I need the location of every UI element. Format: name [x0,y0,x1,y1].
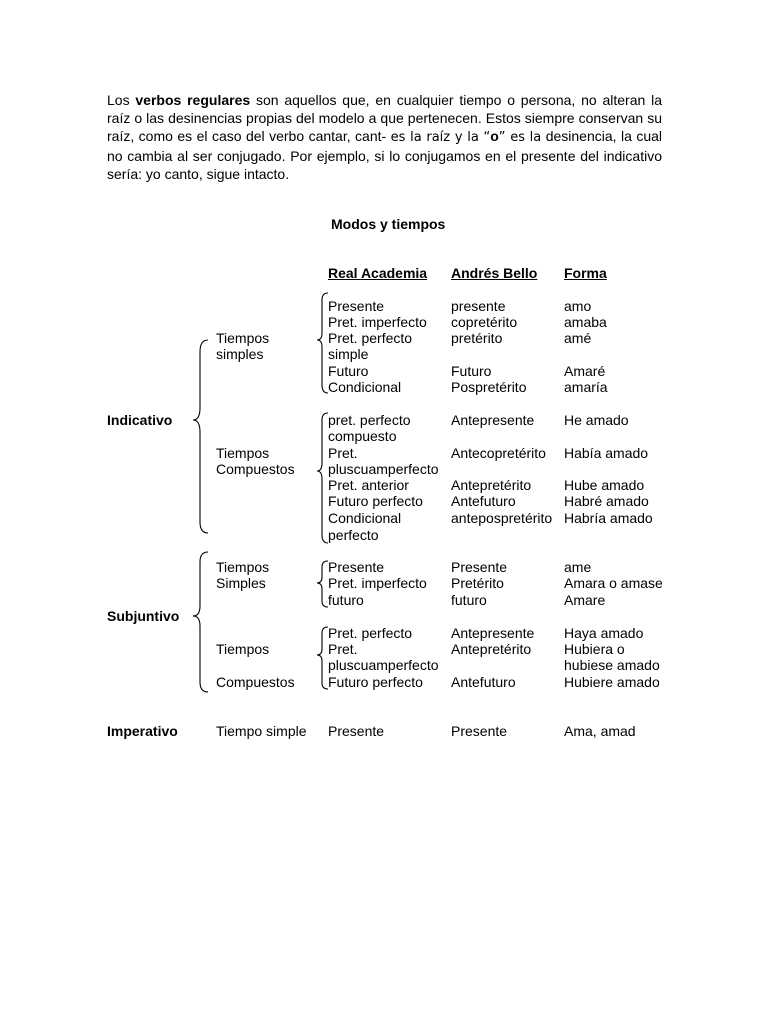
cell-ra: compuesto [328,428,397,444]
intro-alt-text-1: es la raíz y la “ [390,130,491,145]
group-sub-simple-line2: Simples [216,575,266,591]
cell-ab: Antecopretérito [451,445,546,461]
intro-text-3: desinencia, la cual no cambia al ser conjugado. Por ejemplo, si lo conjugamos en el presente del indicativo sería: yo canto, sigue intacto. [107,128,663,182]
group-ind-comp-line2: Compuestos [216,461,295,477]
cell-ra: futuro [328,592,364,608]
group-sub-comp-line2: Compuestos [216,674,295,690]
cell-forma: amé [564,330,592,346]
header-andres-bello: Andrés Bello [451,265,538,281]
cell-ra: Pret. [328,445,358,461]
cell-ab: Antepresente [451,625,535,641]
group-sub-simple-line1: Tiempos [216,559,270,575]
cell-ra: Pret. perfecto [328,330,413,346]
cell-ab: Presente [451,559,508,575]
intro-bold-term: verbos regulares [135,92,251,108]
intro-bold-o: o [490,128,499,144]
cell-ab: Presente [451,723,508,739]
intro-text-2: son aquellos que, en cualquier tiempo o persona, no alteran la raíz o las desinencias propias del modelo a que pertenecen. Estos siempre conservan su raíz, como es el caso del verbo cantar, cant- [107,92,662,144]
cell-ra: Pret. imperfecto [328,575,427,591]
cell-forma: amaba [564,314,607,330]
group-ind-comp-line1: Tiempos [216,445,270,461]
group-ind-simple-line2: simples [216,346,264,362]
cell-ra: Futuro perfecto [328,493,423,509]
cell-forma: Amaré [564,363,606,379]
cell-ab: Pospretérito [451,379,527,395]
brace-sub-simple [317,561,328,607]
cell-ab: pretérito [451,330,503,346]
cell-ra: Pret. [328,641,358,657]
cell-forma: Habría amado [564,510,653,526]
cell-ra: Presente [328,723,385,739]
brace-ind-comp [317,413,328,543]
cell-ra: Presente [328,559,385,575]
header-real-academia: Real Academia [328,265,428,281]
cell-ab: presente [451,298,506,314]
cell-ra: pret. perfecto [328,412,411,428]
cell-forma: Ama, amad [564,723,636,739]
intro-text-1: Los [107,92,136,108]
cell-ra: pluscuamperfecto [328,461,439,477]
group-imp: Tiempo simple [216,723,307,739]
cell-forma: amo [564,298,592,314]
cell-forma: Amare [564,592,606,608]
cell-ra: Futuro perfecto [328,674,423,690]
cell-forma: Amara o amase [564,575,663,591]
cell-forma: Había amado [564,445,649,461]
brace-subjuntivo [193,552,208,692]
cell-ra: Futuro [328,363,369,379]
cell-ra: Pret. imperfecto [328,314,427,330]
cell-forma: amaría [564,379,608,395]
cell-forma: Hube amado [564,477,645,493]
cell-ab: antepospretérito [451,510,553,526]
group-ind-simple-line1: Tiempos [216,330,270,346]
cell-ra: simple [328,346,369,362]
cell-ab: Antefuturo [451,674,516,690]
cell-forma: ame [564,559,592,575]
brace-sub-comp [317,627,328,689]
cell-ra: Condicional [328,510,402,526]
cell-ra: pluscuamperfecto [328,657,439,673]
cell-ab: Antepretérito [451,477,532,493]
brace-ind-simple [317,293,328,393]
table-title: Modos y tiempos [331,216,446,232]
cell-ab: copretérito [451,314,518,330]
intro-alt-text-2: ” es la [498,130,542,145]
cell-ab: Antefuturo [451,493,516,509]
mode-subjuntivo: Subjuntivo [107,608,180,624]
cell-ab: Antepretérito [451,641,532,657]
cell-ab: Futuro [451,363,492,379]
cell-ab: futuro [451,592,487,608]
header-forma: Forma [564,265,607,281]
cell-ab: Antepresente [451,412,535,428]
cell-ra: Pret. perfecto [328,625,413,641]
mode-indicativo: Indicativo [107,412,173,428]
cell-ra: Presente [328,298,385,314]
cell-ra: Pret. anterior [328,477,409,493]
cell-ra: perfecto [328,527,379,543]
cell-forma: He amado [564,412,629,428]
cell-ab: Pretérito [451,575,504,591]
group-sub-comp-line1: Tiempos [216,641,270,657]
cell-forma: Hubiera o [564,641,625,657]
cell-forma: hubiese amado [564,657,660,673]
cell-ra: Condicional [328,379,402,395]
brace-indicativo [193,340,208,533]
mode-imperativo: Imperativo [107,723,178,739]
cell-forma: Haya amado [564,625,644,641]
cell-forma: Habré amado [564,493,649,509]
cell-forma: Hubiere amado [564,674,660,690]
